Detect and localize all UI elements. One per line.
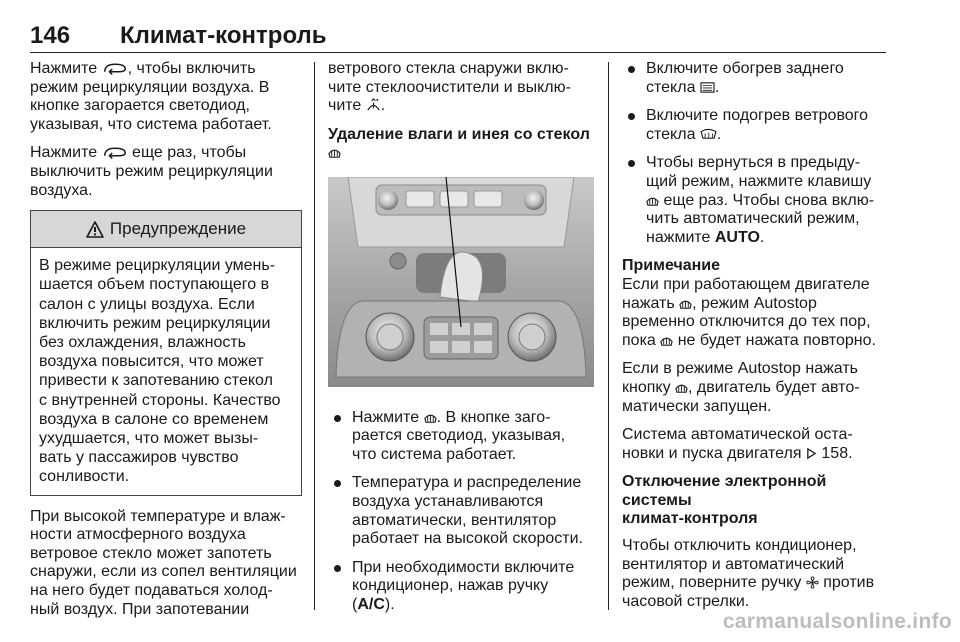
page-reference-link[interactable]: 158. (816, 444, 853, 462)
list-item: Включите обогрев заднего стекла . (622, 60, 892, 97)
watermark: carmanualsonline.info (722, 610, 952, 633)
windscreen-demist-icon (646, 194, 659, 207)
recirculation-icon (102, 61, 128, 75)
list-item: Температура и распределение воздуха устанавливаются автоматически, вентилятор работает на высокой скорости. (328, 474, 594, 548)
rear-window-heating-icon (700, 81, 715, 94)
note-title: Примечание (622, 257, 721, 275)
climate-control-panel-image (328, 177, 594, 387)
paragraph-recirc-on: Нажмите , чтобы включить режим рециркуляции воздуха. В кнопке загорается светодиод, указывая, что система работает. (30, 60, 272, 133)
warning-text: В режиме рециркуляции умень- шается объем поступающего в салон с улицы воздуха. Если включить режим рециркуляции без охлаждения, влажность воздуха повысится, что может привести к запотеванию стекол с внутренней стороны. Качество воздуха в салоне со временем ухудшается, что может вызы- вать у пассажиров чувство сонливости. (39, 257, 281, 486)
list-item: При необходимости включите кондиционер, нажав ручку (A/C). (328, 559, 594, 615)
column-right (622, 60, 892, 621)
warning-triangle-icon (86, 221, 104, 238)
note-paragraph-2: Если в режиме Autostop нажать кнопку , двигатель будет авто- матически запущен. (622, 360, 860, 415)
note-block (622, 257, 892, 416)
windscreen-demist-icon (660, 334, 673, 347)
warning-header (31, 211, 301, 248)
column-divider-2 (608, 62, 609, 610)
section-heading-off: Отключение электронной системы климат-контроля (622, 473, 827, 528)
demist-steps-list (328, 409, 594, 615)
windscreen-demist-icon (424, 411, 437, 424)
page-header (30, 22, 886, 52)
paragraph-fogging: При высокой температуре и влаж- ности атмосферного воздуха ветровое стекло может запотеть снаружи, если из сопел вентиляции на него будет подаваться холод- ный воздух. При запотевании (30, 507, 297, 618)
section-heading-demist: Удаление влаги и инея со стекол (328, 126, 594, 163)
warning-box (30, 210, 302, 495)
note-paragraph-1: Если при работающем двигателе нажать , режим Autostop временно отключится до тех пор, пока не будет нажата повторно. (622, 275, 876, 349)
list-item: Включите подогрев ветрового стекла . (622, 107, 892, 144)
chapter-title: Климат-контроль (120, 22, 327, 49)
warning-title: Предупреждение (109, 218, 247, 238)
page-reference-icon[interactable] (806, 447, 817, 460)
paragraph-recirc-off: Нажмите еще раз, чтобы выключить режим рециркуляции воздуха. (30, 144, 273, 199)
paragraph-wipers: ветрового стекла снаружи вклю- чите стеклоочистители и выклю- чите . (328, 60, 571, 115)
recirculation-icon (102, 145, 128, 159)
header-divider (30, 52, 886, 53)
list-item: Нажмите . В кнопке заго- рается светодиод, указывая, что система работает. (328, 409, 594, 465)
page-number: 146 (30, 22, 71, 49)
windscreen-heating-icon (700, 128, 717, 141)
fan-icon (806, 576, 819, 589)
windscreen-demist-icon (679, 297, 692, 310)
column-divider-1 (314, 62, 315, 610)
column-left (30, 60, 302, 629)
demist-steps-list-cont (622, 60, 892, 247)
list-item: Чтобы вернуться в предыду- щий режим, нажмите клавишу еще раз. Чтобы снова вклю- чить автоматический режим, нажмите AUTO. (622, 154, 892, 247)
windscreen-demist-icon (675, 381, 688, 394)
windscreen-demist-icon (328, 146, 341, 159)
windscreen-washer-icon (366, 97, 381, 112)
column-middle (328, 60, 594, 625)
paragraph-turn-off: Чтобы отключить кондиционер, вентилятор и автоматический режим, поверните ручку против часовой стрелки. (622, 537, 875, 610)
paragraph-autostop-ref: Система автоматической оста- новки и пуска двигателя 158. (622, 426, 853, 462)
